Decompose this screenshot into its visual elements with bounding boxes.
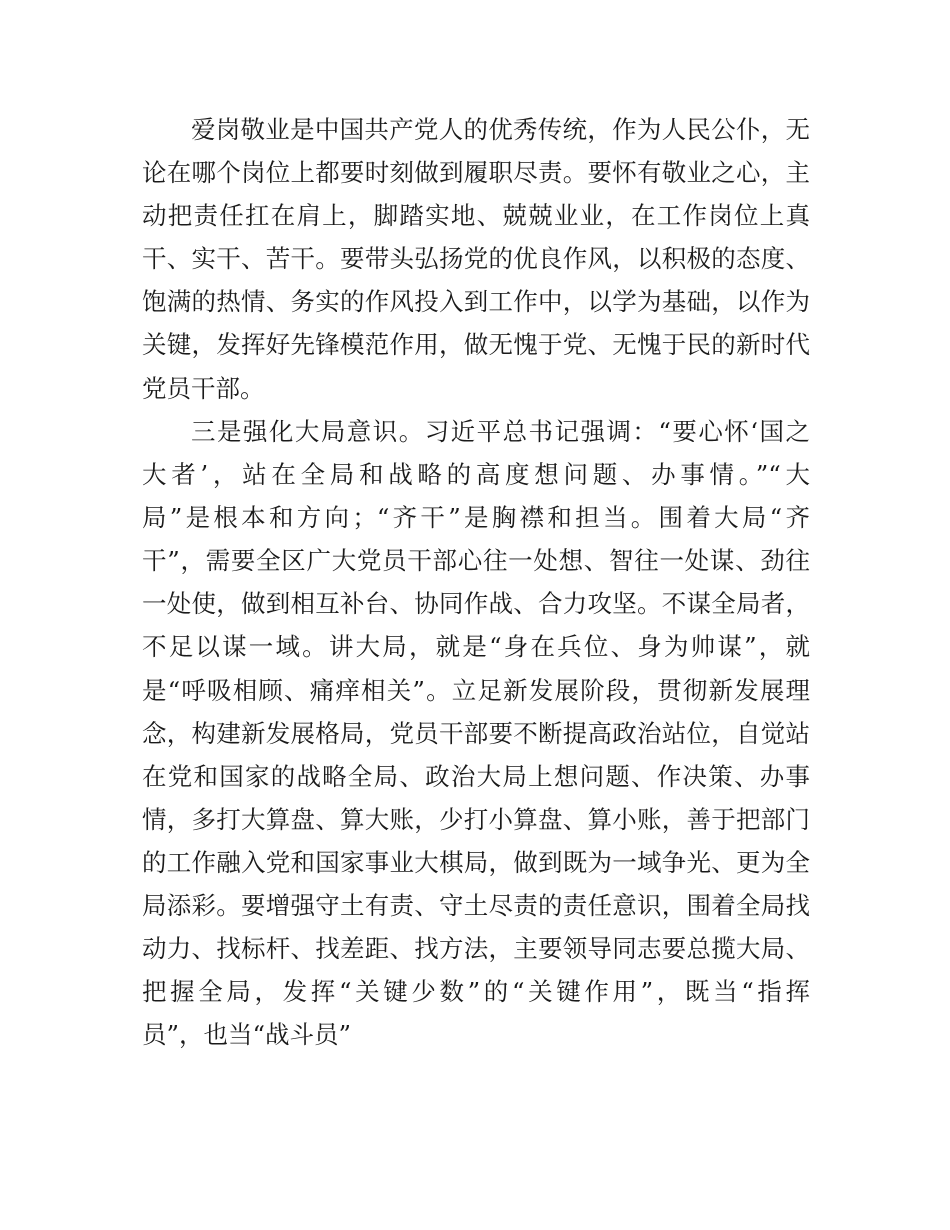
- paragraph-line: 论在哪个岗位上都要时刻做到履职尽责。要怀有敬业之心，主: [142, 158, 810, 188]
- paragraph-line: 干、实干、苦干。要带头弘扬党的优良作风，以积极的态度、: [142, 244, 810, 274]
- paragraph-line: 是“呼吸相顾、痛痒相关”。立足新发展阶段，贯彻新发展理: [142, 675, 810, 705]
- paragraph-line: 局”是根本和方向；“齐干”是胸襟和担当。围着大局“齐: [142, 503, 810, 533]
- paragraph-line: 爱岗敬业是中国共产党人的优秀传统，作为人民公仆，无: [191, 115, 810, 144]
- paragraph-dedication: [142, 108, 810, 410]
- paragraph-line: 在党和国家的战略全局、政治大局上想问题、作决策、办事: [142, 761, 810, 791]
- paragraph-line: 大者’，站在全局和战略的高度想问题、办事情。”“大: [142, 460, 810, 490]
- paragraph-line: 把握全局，发挥“关键少数”的“关键作用”，既当“指挥: [142, 977, 810, 1007]
- paragraph-line: 党员干部。: [142, 373, 265, 403]
- paragraph-line: 一处使，做到相互补台、协同作战、合力攻坚。不谋全局者，: [142, 589, 810, 619]
- paragraph-line: 念，构建新发展格局，党员干部要不断提高政治站位，自觉站: [142, 718, 810, 748]
- paragraph-line: 动把责任扛在肩上，脚踏实地、兢兢业业，在工作岗位上真: [142, 201, 810, 231]
- paragraph-line: 干”，需要全区广大党员干部心往一处想、智往一处谋、劲往: [142, 546, 810, 576]
- paragraph-line: 的工作融入党和国家事业大棋局，做到既为一域争光、更为全: [142, 847, 810, 877]
- paragraph-overall-awareness: [142, 410, 810, 1056]
- paragraph-line: 关键，发挥好先锋模范作用，做无愧于党、无愧于民的新时代: [142, 330, 810, 360]
- paragraph-line: 不足以谋一域。讲大局，就是“身在兵位、身为帅谋”，就: [142, 632, 810, 662]
- paragraph-line: 三是强化大局意识。习近平总书记强调：“要心怀‘国之: [191, 417, 810, 446]
- paragraph-line: 情，多打大算盘、算大账，少打小算盘、算小账，善于把部门: [142, 804, 810, 834]
- paragraph-line: 员”，也当“战斗员”: [142, 1020, 352, 1050]
- paragraph-line: 动力、找标杆、找差距、找方法，主要领导同志要总揽大局、: [142, 934, 810, 964]
- paragraph-line: 局添彩。要增强守土有责、守土尽责的责任意识，围着全局找: [142, 891, 810, 921]
- paragraph-line: 饱满的热情、务实的作风投入到工作中，以学为基础，以作为: [142, 287, 810, 317]
